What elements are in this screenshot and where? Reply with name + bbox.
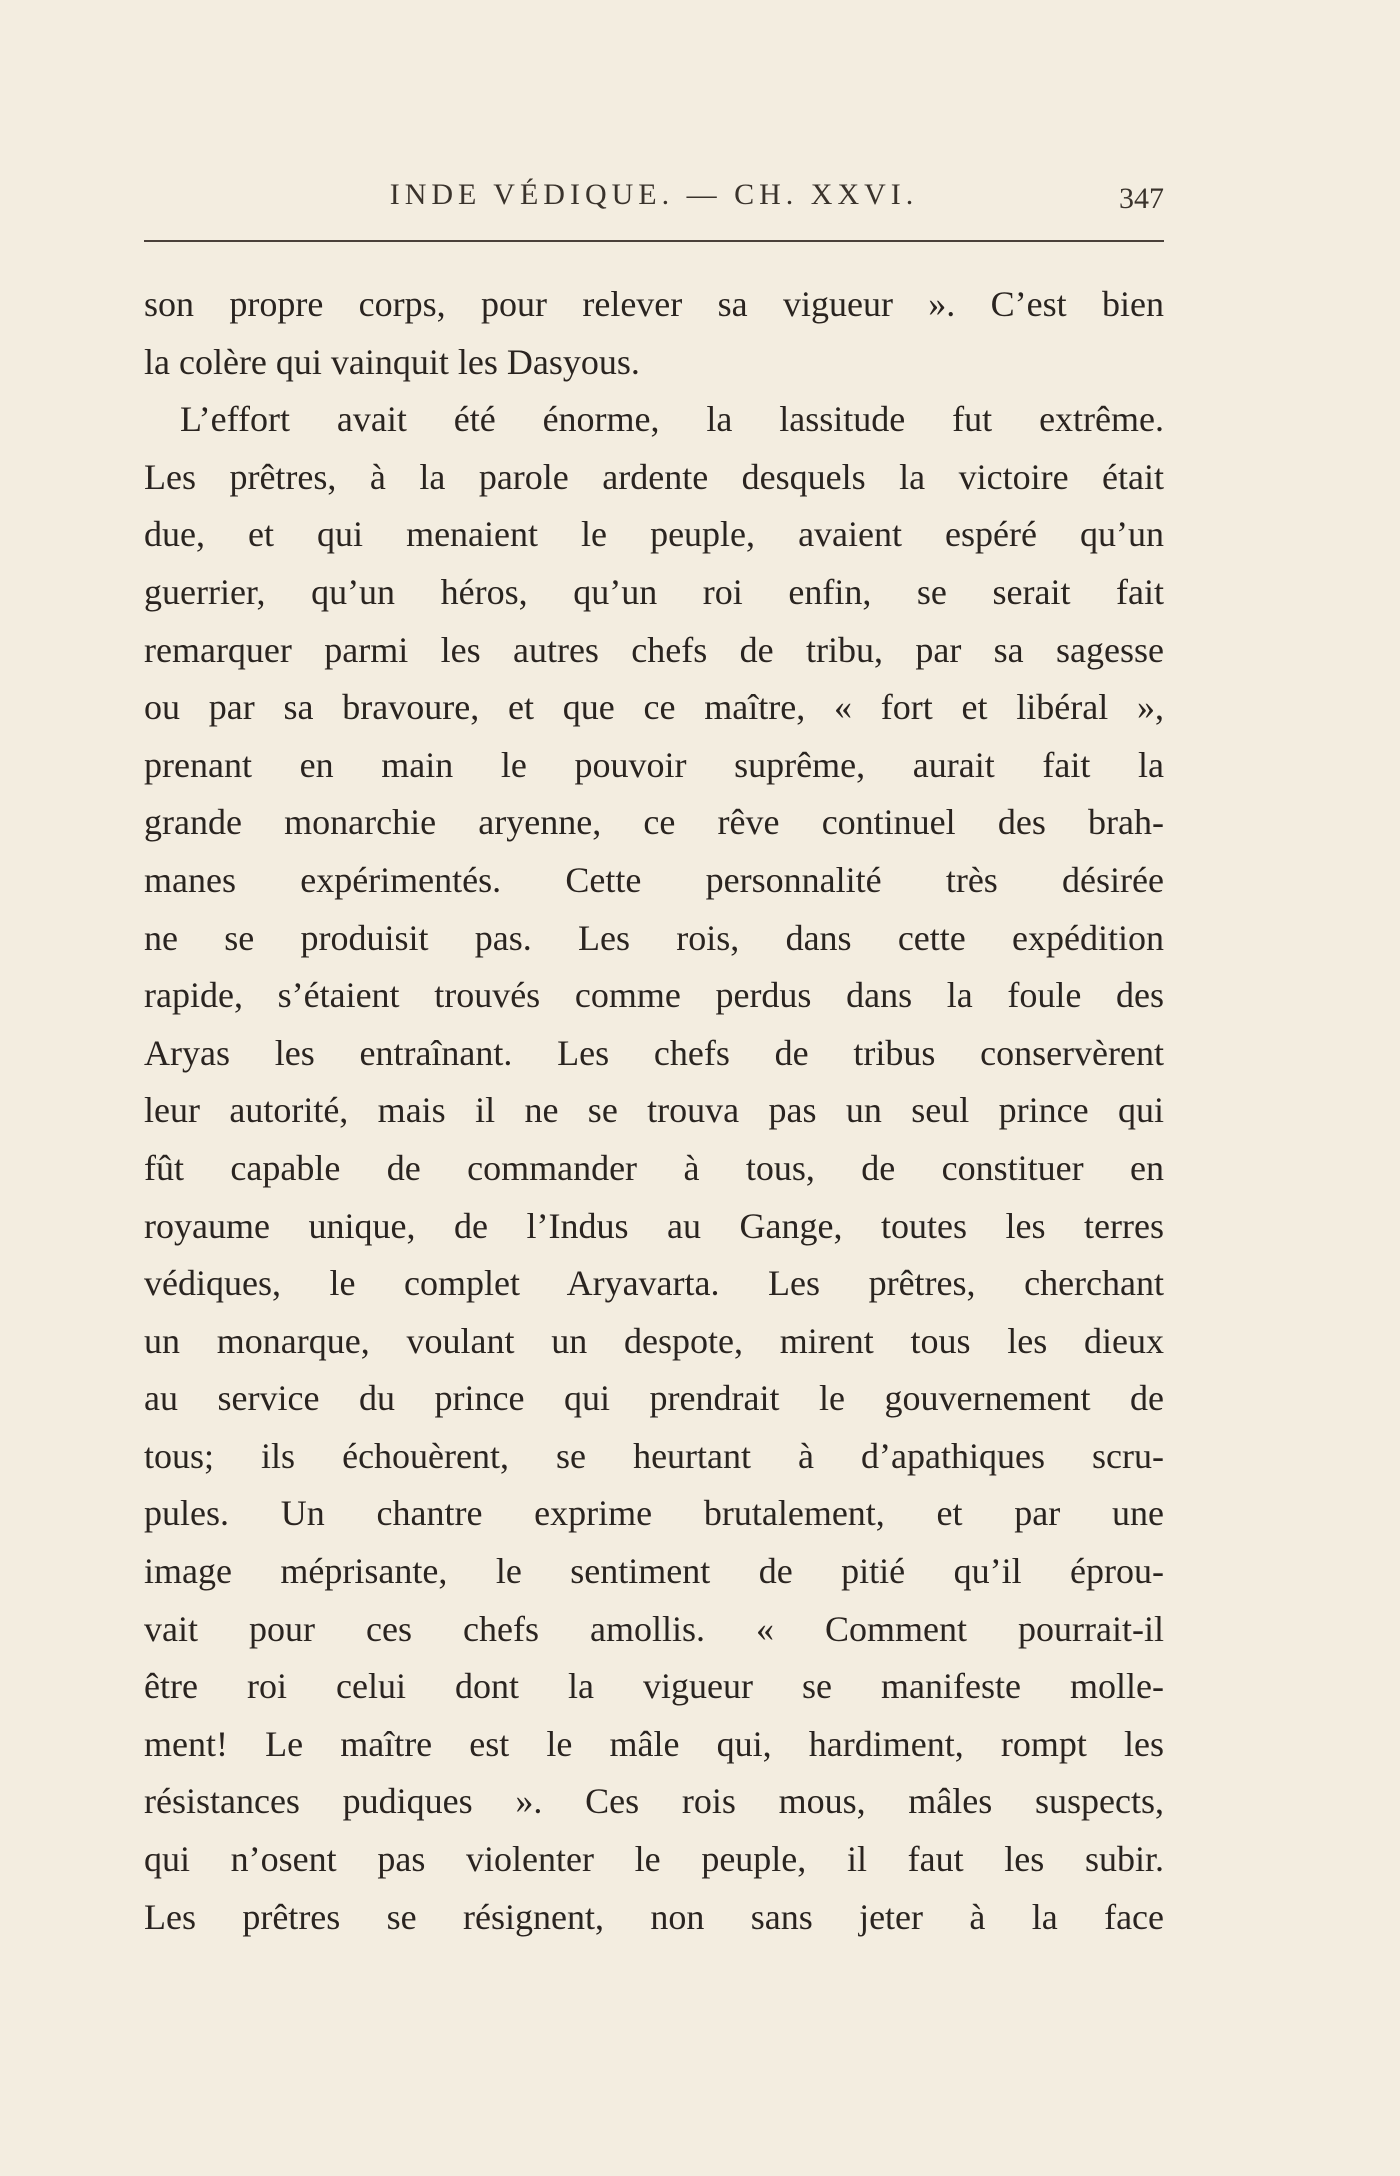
text-line: manes expérimentés. Cette personnalité très désirée: [144, 859, 1164, 900]
text-line: leur autorité, mais il ne se trouva pas un seul prince qui: [144, 1090, 1164, 1131]
text-line: image méprisante, le sentiment de pitié qu’il éprou-: [144, 1551, 1164, 1592]
text-line: védiques, le complet Aryavarta. Les prêtres, cherchant: [144, 1263, 1164, 1304]
text-line: Les prêtres, à la parole ardente desquels la victoire était: [144, 456, 1164, 497]
running-title: INDE VÉDIQUE. — CH. XXVI.: [389, 178, 919, 211]
text-line: vait pour ces chefs amollis. « Comment pourrait-il: [144, 1608, 1164, 1649]
text-line: ou par sa bravoure, et que ce maître, « fort et libéral »,: [144, 687, 1164, 728]
text-line: due, et qui menaient le peuple, avaient espéré qu’un: [144, 514, 1164, 555]
text-line: tous; ils échouèrent, se heurtant à d’apathiques scru-: [144, 1435, 1164, 1476]
text-line: remarquer parmi les autres chefs de tribu, par sa sagesse: [144, 629, 1164, 670]
body-text: [144, 276, 1164, 1946]
text-line: son propre corps, pour relever sa vigueur ». C’est bien: [144, 284, 1164, 324]
text-line: grande monarchie aryenne, ce rêve continuel des brah-: [144, 802, 1164, 843]
text-line: L’effort avait été énorme, la lassitude fut extrême.: [180, 399, 1164, 440]
text-line: un monarque, voulant un despote, mirent tous les dieux: [144, 1320, 1164, 1361]
text-line: Les prêtres se résignent, non sans jeter à la face: [144, 1896, 1164, 1937]
text-line: être roi celui dont la vigueur se manifeste molle-: [144, 1666, 1164, 1707]
text-line: prenant en main le pouvoir suprême, aurait fait la: [144, 744, 1164, 785]
text-line: ment! Le maître est le mâle qui, hardiment, rompt les: [144, 1723, 1164, 1764]
text-line: résistances pudiques ». Ces rois mous, mâles suspects,: [144, 1781, 1164, 1822]
text-line: au service du prince qui prendrait le gouvernement de: [144, 1378, 1164, 1419]
text-line: la colère qui vainquit les Dasyous.: [144, 341, 640, 382]
text-line: fût capable de commander à tous, de constituer en: [144, 1147, 1164, 1188]
text-line: pules. Un chantre exprime brutalement, et par une: [144, 1493, 1164, 1534]
text-line: qui n’osent pas violenter le peuple, il faut les subir.: [144, 1839, 1164, 1880]
header-rule: [144, 240, 1164, 242]
text-line: Aryas les entraînant. Les chefs de tribus conservèrent: [144, 1032, 1164, 1073]
page-number: 347: [1119, 182, 1164, 215]
text-line: royaume unique, de l’Indus au Gange, toutes les terres: [144, 1205, 1164, 1246]
text-line: ne se produisit pas. Les rois, dans cette expédition: [144, 917, 1164, 958]
text-line: rapide, s’étaient trouvés comme perdus dans la foule des: [144, 975, 1164, 1016]
text-line: guerrier, qu’un héros, qu’un roi enfin, se serait fait: [144, 571, 1164, 612]
running-header: [144, 170, 1164, 220]
